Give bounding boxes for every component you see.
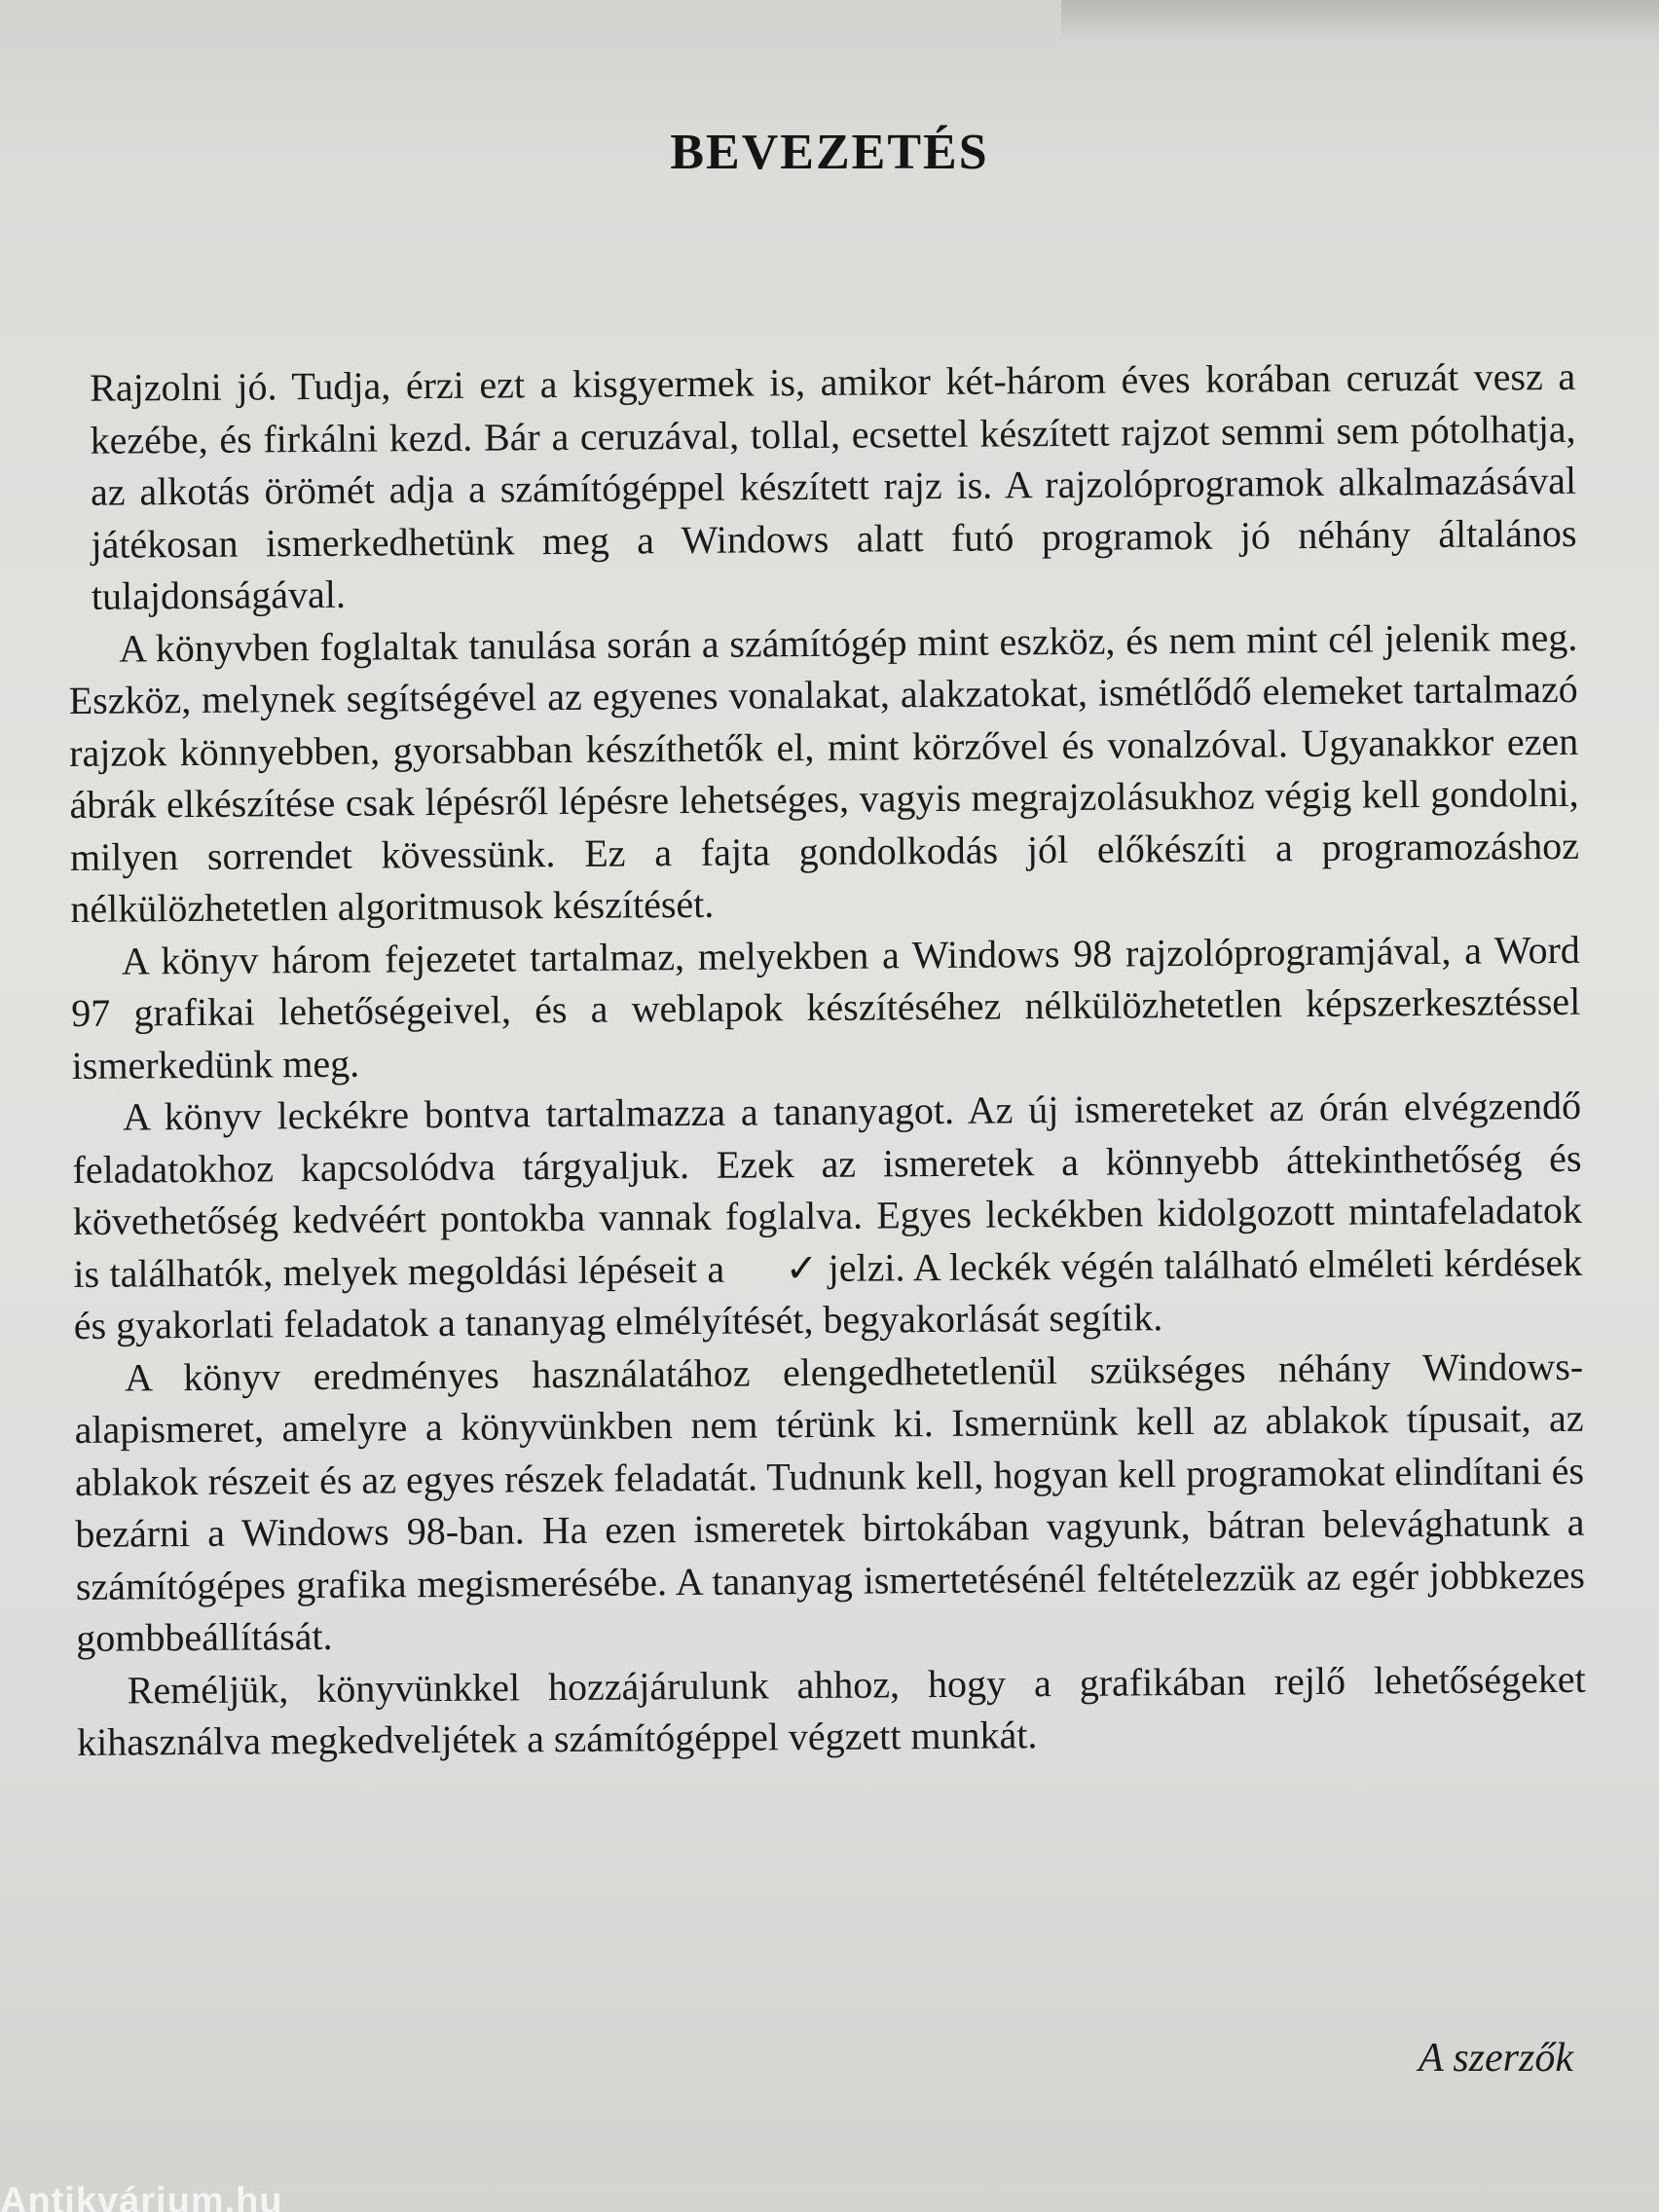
page-edge-shadow <box>1061 0 1659 41</box>
watermark: Antikvárium.hu <box>0 2181 283 2212</box>
paragraph-6: Reméljük, könyvünkkel hozzájárulunk ahhoz, hogy a grafikában rejlő lehetőségeket kihasználva megkedveljétek a számítógéppel végzett munkát. <box>76 1656 1586 1764</box>
paragraph-4 <box>72 1080 1583 1352</box>
paragraph-2: A könyvben foglaltak tanulása során a számítógép mint eszköz, és nem mint cél jelenik meg. Eszköz, melynek segítségével az egyenes vonalakat, alakzatokat, ismétlődő elemeket tartalmazó rajzok könnyebben, gyorsabban készíthetők el, mint körzővel és vonalzóval. Ugyanakkor ezen ábrák elkészítése csak lépésről lépésre lehetséges, vagyis megrajzolásukhoz végig kell gondolni, milyen sorrendet kövessünk. Ez a fajta gondolkodás jól előkészíti a programozáshoz nélkülözhetetlen algoritmusok készítését. <box>68 614 1580 931</box>
signature: A szerzők <box>1418 2036 1573 2081</box>
page-title: BEVEZETÉS <box>670 124 989 180</box>
check-mark-icon: ✓ <box>785 1245 819 1290</box>
paragraph-5: A könyv eredményes használatához elengedhetetlenül szükséges néhány Windows-alapismeret, amelyre a könyvünkben nem térünk ki. Ismernünk kell az ablakok típusait, az ablakok részeit és az egyes részek feladatát. Tudnunk kell, hogyan kell programokat elindítani és bezárni a Windows 98-ban. Ha ezen ismeretek birtokában vagyunk, bátran belevághatunk a számítógépes grafika megismerésébe. A tananyag ismertetésénél feltételezzük az egér jobbkezes gombbeállítását. <box>74 1344 1586 1660</box>
paragraph-1: Rajzolni jó. Tudja, érzi ezt a kisgyermek is, amikor két-három éves korában ceruzát vesz a kezébe, és firkálni kezd. Bár a ceruzával, tollal, ecsettel készített rajzot semmi sem pótolhatja, az alkotás örömét adja a számítógéppel készített rajz is. A rajzolóprogramok alkalmazásával játékosan ismerkedhetünk meg a Windows alatt futó programok jó néhány általános tulajdonságával. <box>90 353 1577 618</box>
paragraph-4-end: jelzi. A leckék végén található elméleti kérdések és gyakorlati feladatok a tananyag elmélyítését, begyakorlását segítik. <box>73 1239 1583 1347</box>
paragraph-3: A könyv három fejezetet tartalmaz, melyekben a Windows 98 rajzolóprogramjával, a Word 97 grafikai lehetőségeivel, és a weblapok készítéséhez nélkülözhetetlen képszerkesztéssel ismerkedünk meg. <box>71 927 1581 1088</box>
body-text <box>66 350 1586 1769</box>
paragraph-4-start: A könyv leckékre bontva tartalmazza a tananyagot. Az új ismereteket az órán elvégzendő feladatokhoz kapcsolódva tárgyaljuk. Ezek az ismeretek a könnyebb áttekinthetőség és követhetőség kedvéért pontokba vannak foglalva. Egyes leckékben kidolgozott mintafeladatok is találhatók, melyek megoldási lépéseit a <box>72 1083 1583 1296</box>
